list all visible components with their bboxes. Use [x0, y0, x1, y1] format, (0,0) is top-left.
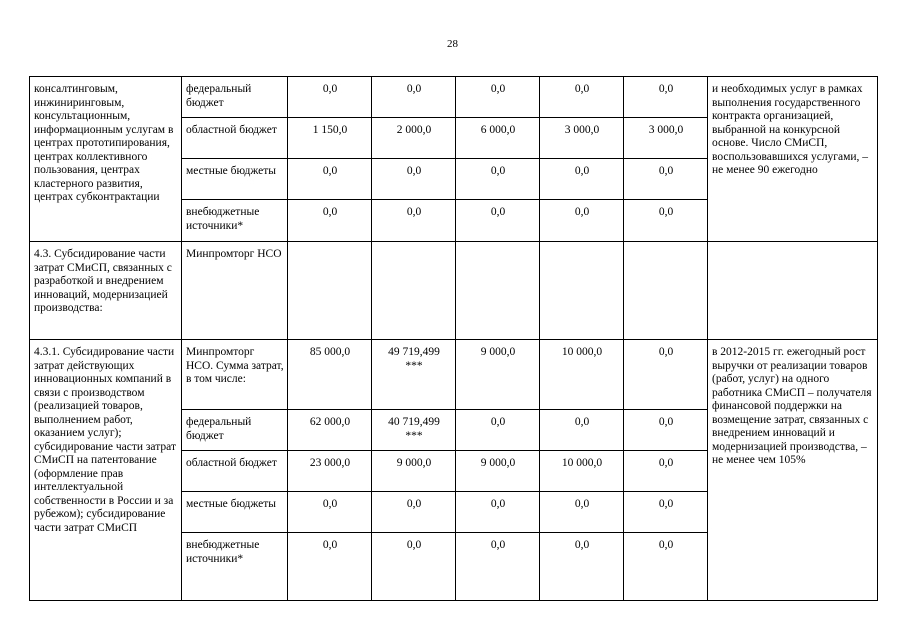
value-cell: 9 000,0 — [456, 451, 540, 492]
funding-source: областной бюджет — [182, 451, 288, 492]
value-cell: 9 000,0 — [456, 340, 540, 410]
program-table — [29, 76, 878, 601]
measure-description: 4.3. Субсидирование части затрат СМиСП, связанных с разработкой и внедрением инноваций, модернизацией производства: — [30, 242, 182, 340]
measure-description: консалтинговым, инжиниринговым, консультационным, информационным услугам в центрах прототипирования, центрах коллективного пользования, центрах кластерного развития, центрах субконтрактации — [30, 77, 182, 242]
funding-source: местные бюджеты — [182, 159, 288, 200]
value-cell: 62 000,0 — [288, 410, 372, 451]
expected-result: и необходимых услуг в рамках выполнения государственного контракта организацией, выбранной на конкурсной основе. Число СМиСП, воспользовавшихся услугами, – не менее 90 ежегодно — [708, 77, 878, 242]
value-cell: 0,0 — [540, 200, 624, 242]
value-cell: 2 000,0 — [372, 118, 456, 159]
value-cell: 0,0 — [540, 77, 624, 118]
value-cell: 3 000,0 — [624, 118, 708, 159]
value-cell: 0,0 — [624, 410, 708, 451]
funding-source: внебюджетные источники* — [182, 533, 288, 601]
measure-description: 4.3.1. Субсидирование части затрат действующих инновационных компаний в связи с производством (реализацией товаров, выполнением работ, оказанием услуг); субсидирование части затрат СМиСП на патентование (оформление прав интеллектуальной собственности в России и за рубежом); субсидирование части затрат СМиСП — [30, 340, 182, 601]
value-cell — [540, 242, 624, 340]
value-cell: 49 719,499 *** — [372, 340, 456, 410]
value-cell — [372, 242, 456, 340]
table-row — [30, 77, 878, 118]
expected-result: в 2012-2015 гг. ежегодный рост выручки от реализации товаров (работ, услуг) на одного работника СМиСП – получателя финансовой поддержки на возмещение затрат, связанных с внедрением инноваций и модернизацией производства, – не менее чем 105% — [708, 340, 878, 601]
funding-source: внебюджетные источники* — [182, 200, 288, 242]
value-cell: 3 000,0 — [540, 118, 624, 159]
value-cell: 23 000,0 — [288, 451, 372, 492]
expected-result — [708, 242, 878, 340]
value-cell: 0,0 — [540, 159, 624, 200]
value-cell: 0,0 — [624, 492, 708, 533]
value-cell: 0,0 — [456, 410, 540, 451]
value-cell: 0,0 — [372, 492, 456, 533]
value-cell: 0,0 — [540, 533, 624, 601]
value-cell: 0,0 — [288, 77, 372, 118]
value-cell: 0,0 — [624, 533, 708, 601]
value-cell: 0,0 — [624, 77, 708, 118]
value-cell: 0,0 — [456, 77, 540, 118]
value-cell: 9 000,0 — [372, 451, 456, 492]
value-cell: 0,0 — [540, 492, 624, 533]
value-cell: 10 000,0 — [540, 451, 624, 492]
value-cell: 0,0 — [288, 533, 372, 601]
table-row — [30, 340, 878, 410]
funding-source: Минпромторг НСО — [182, 242, 288, 340]
value-cell: 0,0 — [372, 159, 456, 200]
funding-source: местные бюджеты — [182, 492, 288, 533]
funding-source: федеральный бюджет — [182, 410, 288, 451]
value-cell: 6 000,0 — [456, 118, 540, 159]
value-cell: 0,0 — [624, 159, 708, 200]
value-cell: 0,0 — [372, 77, 456, 118]
value-cell — [624, 242, 708, 340]
value-cell: 0,0 — [372, 533, 456, 601]
value-cell: 85 000,0 — [288, 340, 372, 410]
value-cell: 0,0 — [456, 533, 540, 601]
value-cell: 0,0 — [372, 200, 456, 242]
value-cell: 0,0 — [288, 159, 372, 200]
value-cell: 0,0 — [288, 492, 372, 533]
value-cell: 1 150,0 — [288, 118, 372, 159]
value-cell: 0,0 — [456, 159, 540, 200]
value-cell: 0,0 — [540, 410, 624, 451]
page-number: 28 — [447, 38, 458, 50]
funding-source: Минпромторг НСО. Сумма затрат, в том числе: — [182, 340, 288, 410]
value-cell: 0,0 — [624, 451, 708, 492]
value-cell: 0,0 — [624, 340, 708, 410]
value-cell — [456, 242, 540, 340]
table-row — [30, 242, 878, 340]
value-cell: 0,0 — [288, 200, 372, 242]
funding-source: областной бюджет — [182, 118, 288, 159]
value-cell — [288, 242, 372, 340]
value-cell: 0,0 — [624, 200, 708, 242]
value-cell: 10 000,0 — [540, 340, 624, 410]
value-cell: 0,0 — [456, 200, 540, 242]
value-cell: 0,0 — [456, 492, 540, 533]
value-cell: 40 719,499 *** — [372, 410, 456, 451]
funding-source: федеральный бюджет — [182, 77, 288, 118]
